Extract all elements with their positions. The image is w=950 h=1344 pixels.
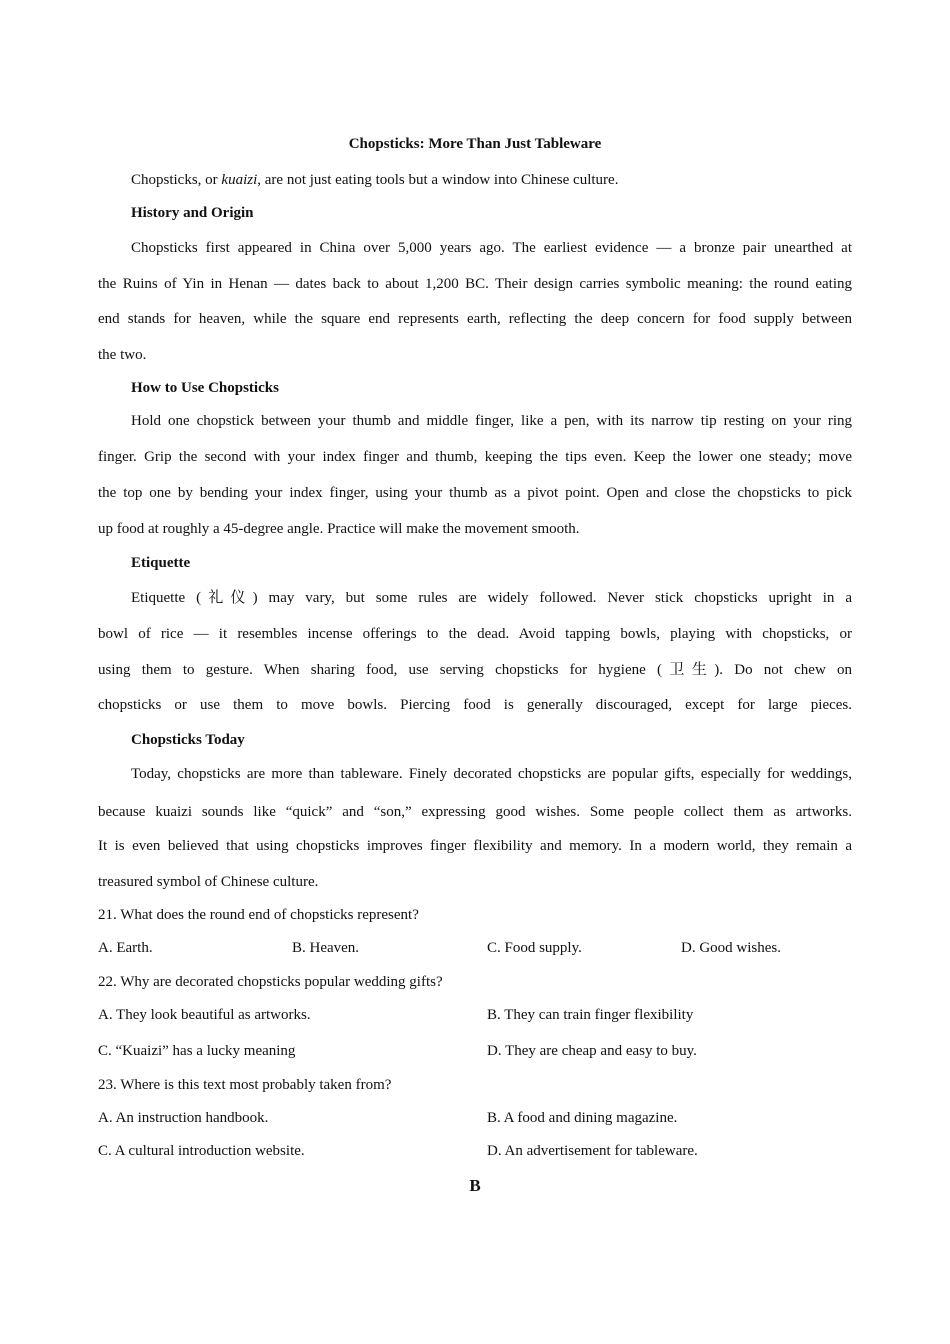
- option-23-c: C. A cultural introduction website.: [98, 1143, 305, 1159]
- paragraph-line: using them to gesture. When sharing food, use serving chopsticks for hygiene (卫生). Do not chew on: [98, 662, 852, 678]
- question-21: 21. What does the round end of chopsticks represent?: [98, 907, 419, 923]
- question-23: 23. Where is this text most probably taken from?: [98, 1077, 392, 1093]
- paragraph-line: the Ruins of Yin in Henan — dates back to about 1,200 BC. Their design carries symbolic meaning: the round eating: [98, 276, 852, 292]
- section-heading-how-to-use: How to Use Chopsticks: [131, 380, 279, 396]
- option-22-d: D. They are cheap and easy to buy.: [487, 1043, 697, 1059]
- paragraph-line: It is even believed that using chopsticks improves finger flexibility and memory. In a modern world, they remain a: [98, 838, 852, 854]
- option-22-a: A. They look beautiful as artworks.: [98, 1007, 311, 1023]
- paragraph-line: finger. Grip the second with your index finger and thumb, keeping the tips even. Keep the lower one steady; move: [98, 449, 852, 465]
- section-b-heading: B: [469, 1176, 481, 1195]
- paragraph-line: Etiquette (礼仪) may vary, but some rules are widely followed. Never stick chopsticks upright in a: [131, 590, 852, 606]
- paragraph-line: Hold one chopstick between your thumb and middle finger, like a pen, with its narrow tip resting on your ring: [131, 413, 852, 429]
- option-23-b: B. A food and dining magazine.: [487, 1110, 678, 1126]
- paragraph-line: Chopsticks first appeared in China over 5,000 years ago. The earliest evidence — a bronze pair unearthed at: [131, 240, 852, 256]
- intro-term: kuaizi: [221, 172, 258, 188]
- section-heading-etiquette: Etiquette: [131, 555, 191, 571]
- question-22: 22. Why are decorated chopsticks popular wedding gifts?: [98, 974, 443, 990]
- paragraph-line: up food at roughly a 45-degree angle. Practice will make the movement smooth.: [98, 521, 580, 537]
- option-21-a: A. Earth.: [98, 940, 153, 956]
- paragraph-line: end stands for heaven, while the square end represents earth, reflecting the deep concern for food supply between: [98, 311, 852, 327]
- paragraph-line: treasured symbol of Chinese culture.: [98, 874, 319, 890]
- option-22-c: C. “Kuaizi” has a lucky meaning: [98, 1043, 296, 1059]
- paragraph-line: the two.: [98, 347, 147, 363]
- intro-text-post: , are not just eating tools but a window into Chinese culture.: [257, 172, 619, 188]
- intro-paragraph: [131, 170, 852, 190]
- paragraph-line: because kuaizi sounds like “quick” and “son,” expressing good wishes. Some people collect them as artworks.: [98, 804, 852, 820]
- paragraph-line: Today, chopsticks are more than tableware. Finely decorated chopsticks are popular gifts, especially for weddings,: [131, 766, 852, 782]
- paragraph-line: bowl of rice — it resembles incense offerings to the dead. Avoid tapping bowls, playing with chopsticks, or: [98, 626, 852, 642]
- paragraph-line: chopsticks or use them to move bowls. Piercing food is generally discouraged, except for large pieces.: [98, 697, 852, 713]
- section-heading-history: History and Origin: [131, 205, 254, 221]
- article-title: Chopsticks: More Than Just Tableware: [348, 136, 602, 152]
- option-23-a: A. An instruction handbook.: [98, 1110, 269, 1126]
- section-heading-today: Chopsticks Today: [131, 732, 245, 748]
- option-22-b: B. They can train finger flexibility: [487, 1007, 694, 1023]
- option-23-d: D. An advertisement for tableware.: [487, 1143, 698, 1159]
- intro-text-pre: Chopsticks, or: [131, 172, 222, 188]
- paragraph-line: the top one by bending your index finger, using your thumb as a pivot point. Open and close the chopsticks to pick: [98, 485, 852, 501]
- option-21-d: D. Good wishes.: [681, 940, 781, 956]
- option-21-c: C. Food supply.: [487, 940, 582, 956]
- option-21-b: B. Heaven.: [292, 940, 360, 956]
